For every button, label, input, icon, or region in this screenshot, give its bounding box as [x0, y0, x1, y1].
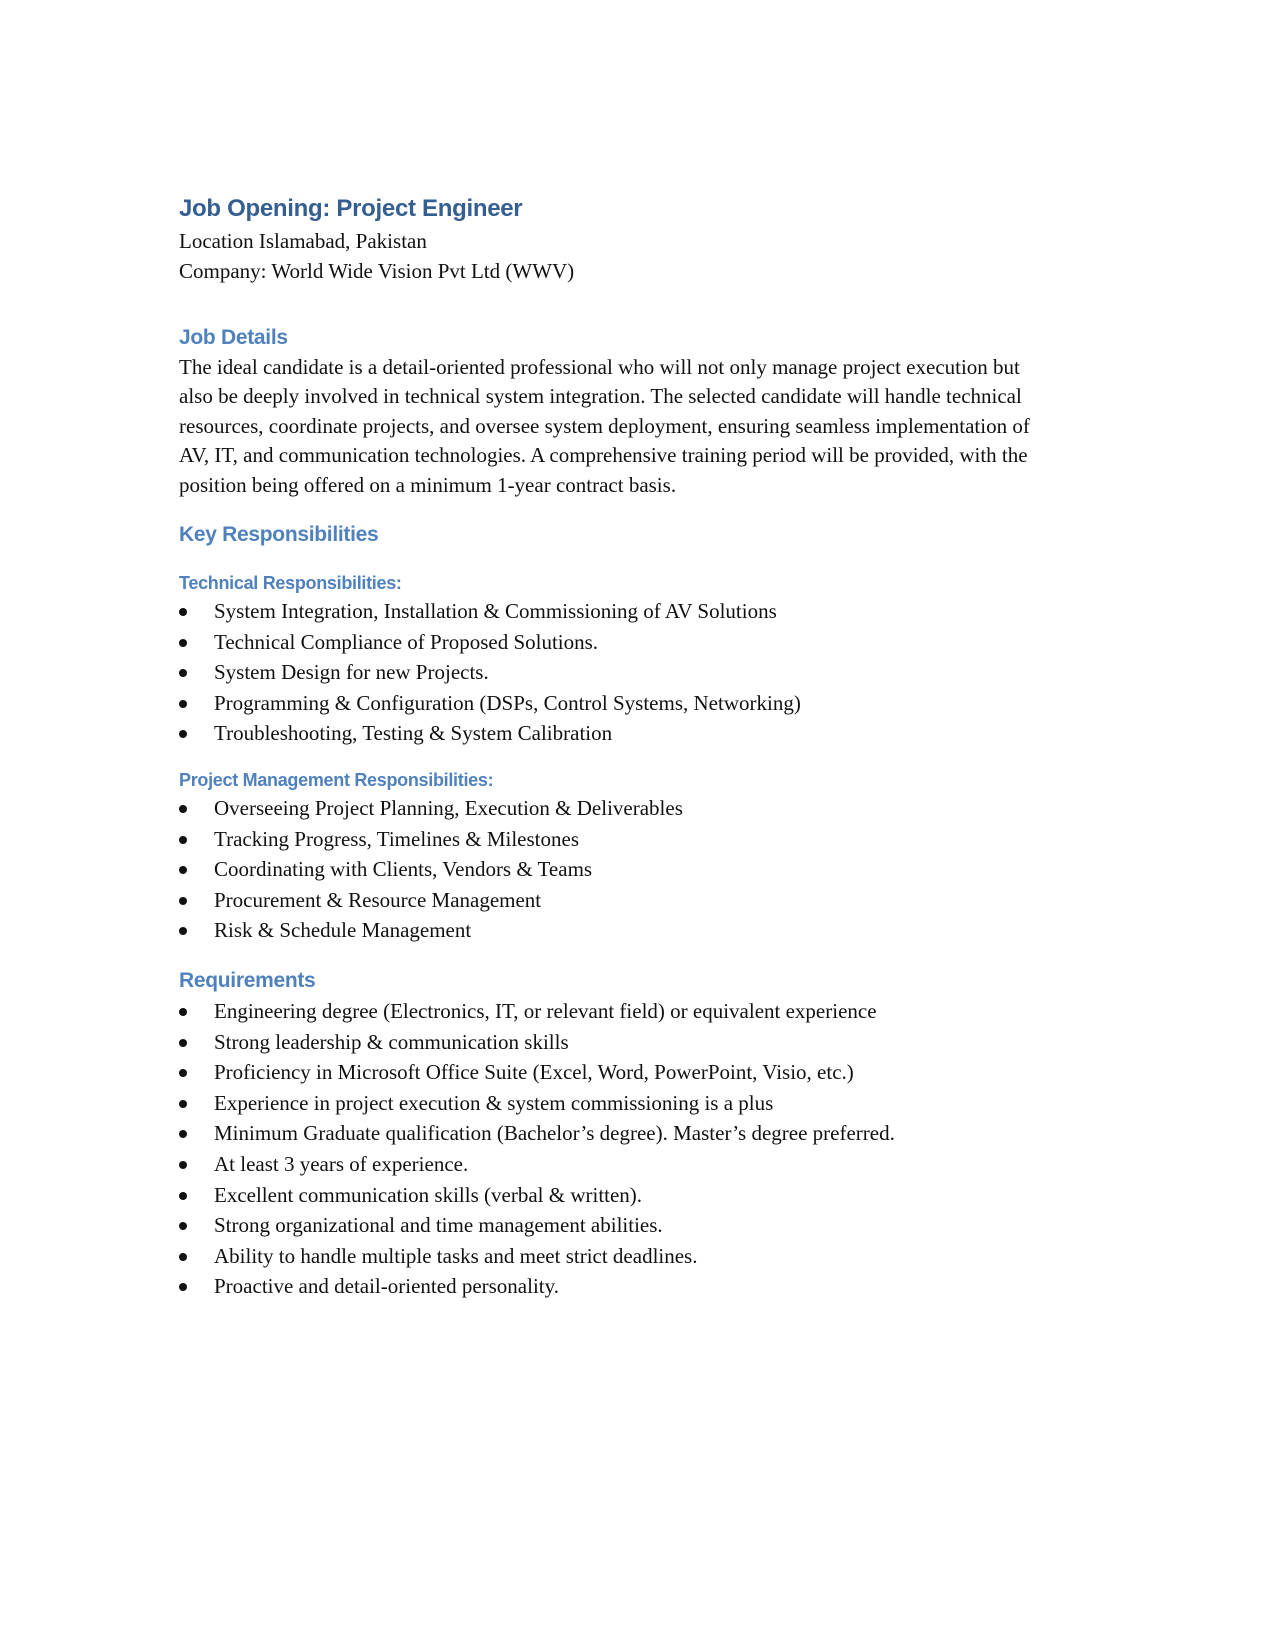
bullet-icon — [179, 1253, 187, 1261]
list-item: Risk & Schedule Management — [179, 915, 1079, 946]
list-item: Troubleshooting, Testing & System Calibration — [179, 718, 1079, 749]
bullet-icon — [179, 866, 187, 874]
company-line: Company: World Wide Vision Pvt Ltd (WWV) — [179, 259, 575, 283]
bullet-icon — [179, 836, 187, 844]
list-item: Strong leadership & communication skills — [179, 1027, 1079, 1058]
project-management-responsibilities-list — [179, 793, 1079, 946]
list-item: At least 3 years of experience. — [179, 1149, 1079, 1180]
bullet-icon — [179, 927, 187, 935]
list-item: Technical Compliance of Proposed Solutions. — [179, 627, 1079, 658]
document-content — [179, 192, 1079, 1302]
requirements-heading: Requirements — [179, 968, 316, 992]
list-item: Experience in project execution & system commissioning is a plus — [179, 1088, 1079, 1119]
list-item: Proactive and detail-oriented personality. — [179, 1271, 1079, 1302]
bullet-icon — [179, 1192, 187, 1200]
bullet-icon — [179, 730, 187, 738]
list-item: System Integration, Installation & Commissioning of AV Solutions — [179, 596, 1079, 627]
bullet-icon — [179, 700, 187, 708]
job-details-heading: Job Details — [179, 326, 288, 349]
list-item: Overseeing Project Planning, Execution & Deliverables — [179, 793, 1079, 824]
list-item: Tracking Progress, Timelines & Milestones — [179, 824, 1079, 855]
bullet-icon — [179, 1283, 187, 1291]
list-item: Proficiency in Microsoft Office Suite (Excel, Word, PowerPoint, Visio, etc.) — [179, 1057, 1079, 1088]
job-details-paragraph: The ideal candidate is a detail-oriented professional who will not only manage project execution but also be deeply involved in technical system integration. The selected candidate will handle technical resources, coordinate projects, and oversee system deployment, ensuring seamless implementation of AV, IT, and communication technologies. A comprehensive training period will be provided, with the position being offered on a minimum 1-year contract basis. — [179, 355, 1030, 497]
bullet-icon — [179, 897, 187, 905]
list-item: System Design for new Projects. — [179, 657, 1079, 688]
bullet-icon — [179, 1130, 187, 1138]
bullet-icon — [179, 1100, 187, 1108]
list-item: Strong organizational and time management abilities. — [179, 1210, 1079, 1241]
location-line: Location Islamabad, Pakistan — [179, 229, 427, 253]
list-item: Minimum Graduate qualification (Bachelor’s degree). Master’s degree preferred. — [179, 1118, 1079, 1149]
project-management-responsibilities-heading: Project Management Responsibilities: — [179, 770, 494, 790]
bullet-icon — [179, 608, 187, 616]
list-item: Programming & Configuration (DSPs, Control Systems, Networking) — [179, 688, 1079, 719]
list-item: Excellent communication skills (verbal & written). — [179, 1180, 1079, 1211]
bullet-icon — [179, 1161, 187, 1169]
list-item: Procurement & Resource Management — [179, 885, 1079, 916]
bullet-icon — [179, 805, 187, 813]
bullet-icon — [179, 1008, 187, 1016]
bullet-icon — [179, 1039, 187, 1047]
technical-responsibilities-heading: Technical Responsibilities: — [179, 573, 402, 594]
list-item: Ability to handle multiple tasks and meet strict deadlines. — [179, 1241, 1079, 1272]
list-item: Coordinating with Clients, Vendors & Teams — [179, 854, 1079, 885]
requirements-list — [179, 996, 1079, 1302]
bullet-icon — [179, 639, 187, 647]
key-responsibilities-heading: Key Responsibilities — [179, 523, 379, 547]
page-title: Job Opening: Project Engineer — [179, 195, 523, 222]
bullet-icon — [179, 1069, 187, 1077]
bullet-icon — [179, 1222, 187, 1230]
technical-responsibilities-list — [179, 596, 1079, 749]
list-item: Engineering degree (Electronics, IT, or relevant field) or equivalent experience — [179, 996, 1079, 1027]
bullet-icon — [179, 669, 187, 677]
